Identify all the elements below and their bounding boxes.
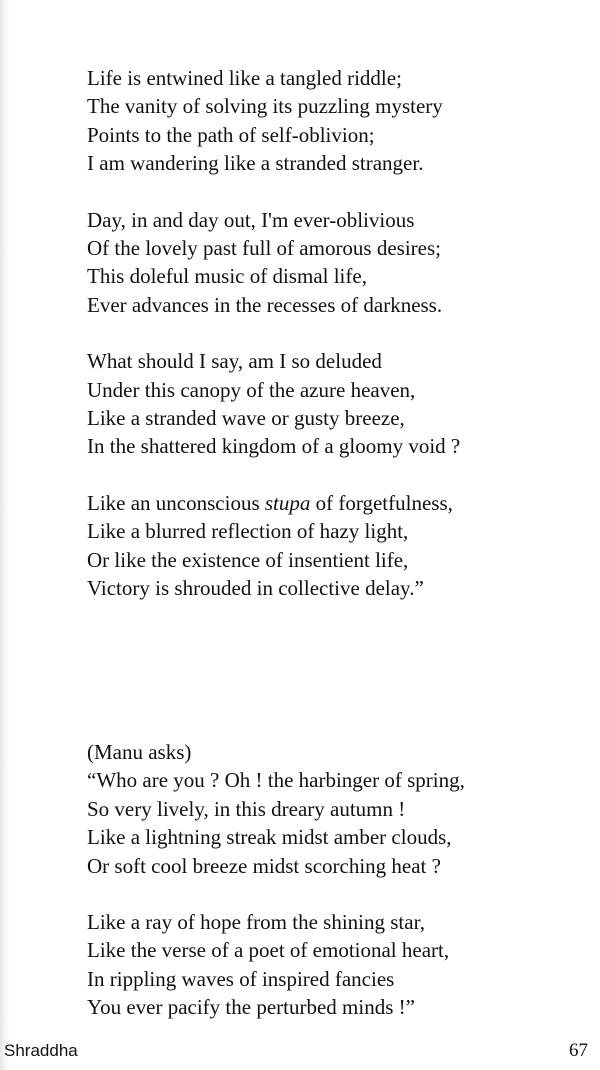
running-footer-title: Shraddha [4,1041,78,1060]
poem-line: Like the verse of a poet of emotional heart, [87,938,450,963]
poem-line: Under this canopy of the azure heaven, [87,377,416,402]
poem-line: So very lively, in this dreary autumn ! [87,796,406,821]
poem-line: (Manu asks) [87,740,192,764]
poem-line: The vanity of solving its puzzling mystery [87,94,443,119]
poem-line: Day, in and day out, I'm ever-oblivious [87,207,415,232]
poem-line: Life is entwined like a tangled riddle; [87,66,402,90]
stanza [87,64,587,178]
poem-line-end: of forgetfulness, [310,490,453,515]
poem-section-1 [87,64,587,603]
poem-line: Of the lovely past full of amorous desires; [87,236,442,261]
poem-line: Victory is shrouded in collective delay.” [87,576,424,601]
stanza [87,347,587,461]
poem-line: In rippling waves of inspired fancies [87,966,395,991]
poem-line: “Who are you ? Oh ! the harbinger of spring, [87,768,465,793]
poem-line: Or like the existence of insentient life, [87,547,409,572]
poem-line: Ever advances in the recesses of darkness. [87,292,443,317]
stanza [87,206,587,320]
poem-line: Like a blurred reflection of hazy light, [87,519,409,544]
poem-line: This doleful music of dismal life, [87,264,367,289]
poem-line-start: Like an unconscious [87,490,265,515]
poem-section-2 [87,738,587,1022]
page-gutter-shadow [0,0,10,1070]
poem-line: You ever pacify the perturbed minds !” [87,995,415,1020]
stanza [87,908,587,1022]
stanza [87,738,587,880]
page-number: 67 [569,1040,588,1061]
poem-line: Like a ray of hope from the shining star, [87,910,425,935]
poem-line: Like a stranded wave or gusty breeze, [87,406,405,431]
poem-line: I am wandering like a stranded stranger. [87,151,424,176]
poem-line: Or soft cool breeze midst scorching heat ? [87,853,441,878]
poem-line [87,489,587,517]
poem-line: In the shattered kingdom of a gloomy void ? [87,434,461,459]
poem-line: Like a lightning streak midst amber clouds, [87,825,452,850]
poem-line: What should I say, am I so deluded [87,349,382,374]
poem-word-italic: stupa [264,490,311,515]
stanza [87,489,587,603]
poem-line: Points to the path of self-oblivion; [87,122,375,147]
